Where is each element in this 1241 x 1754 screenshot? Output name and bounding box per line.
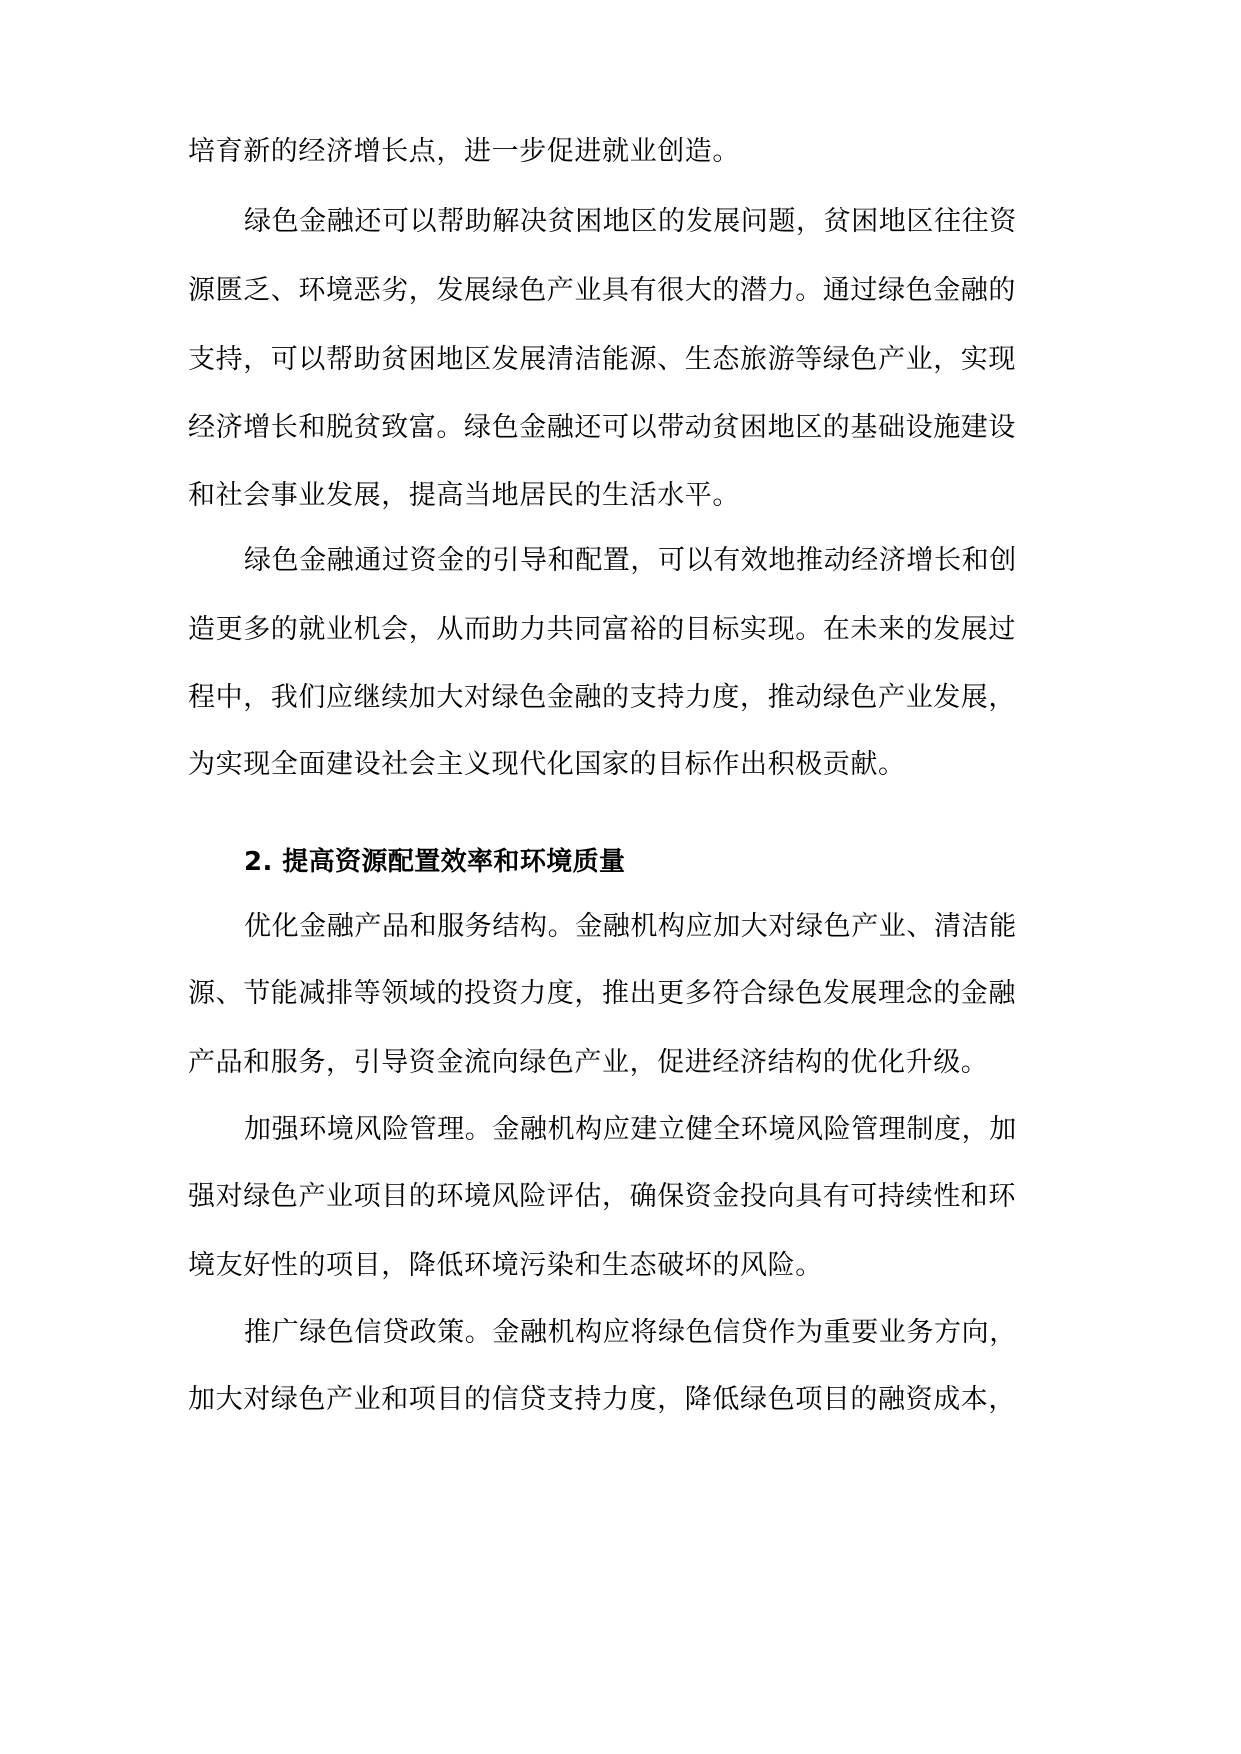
paragraph-5-line-2: 强对绿色产业项目的环境风险评估，确保资金投向具有可持续性和环: [188, 1181, 1016, 1212]
paragraph-4-line-3: 产品和服务，引导资金流向绿色产业，促进经济结构的优化升级。: [188, 1047, 989, 1078]
paragraph-3-line-1: 绿色金融通过资金的引导和配置，可以有效地推动经济增长和创: [244, 545, 1017, 576]
paragraph-5-line-1: 加强环境风险管理。金融机构应建立健全环境风险管理制度，加: [244, 1114, 1017, 1145]
paragraph-2-line-2: 源匮乏、环境恶劣，发展绿色产业具有很大的潜力。通过绿色金融的: [188, 275, 1016, 306]
paragraph-2-line-5: 和社会事业发展，提高当地居民的生活水平。: [188, 480, 740, 511]
section-heading: 2. 提高资源配置效率和环境质量: [244, 847, 626, 877]
paragraph-1-line-1: 培育新的经济增长点，进一步促进就业创造。: [188, 136, 740, 167]
paragraph-6-line-1: 推广绿色信贷政策。金融机构应将绿色信贷作为重要业务方向，: [244, 1317, 1017, 1348]
paragraph-3-line-4: 为实现全面建设社会主义现代化国家的目标作出积极贡献。: [188, 749, 906, 780]
paragraph-4-line-2: 源、节能减排等领域的投资力度，推出更多符合绿色发展理念的金融: [188, 978, 1016, 1009]
paragraph-6-line-2: 加大对绿色产业和项目的信贷支持力度，降低绿色项目的融资成本，: [188, 1384, 1016, 1415]
paragraph-2-line-4: 经济增长和脱贫致富。绿色金融还可以带动贫困地区的基础设施建设: [188, 412, 1016, 443]
paragraph-3-line-3: 程中，我们应继续加大对绿色金融的支持力度，推动绿色产业发展，: [188, 682, 1016, 713]
paragraph-4-line-1: 优化金融产品和服务结构。金融机构应加大对绿色产业、清洁能: [244, 911, 1017, 942]
paragraph-3-line-2: 造更多的就业机会，从而助力共同富裕的目标实现。在未来的发展过: [188, 614, 1016, 645]
paragraph-2-line-3: 支持，可以帮助贫困地区发展清洁能源、生态旅游等绿色产业，实现: [188, 344, 1016, 375]
paragraph-2-line-1: 绿色金融还可以帮助解决贫困地区的发展问题，贫困地区往往资: [244, 206, 1017, 237]
paragraph-5-line-3: 境友好性的项目，降低环境污染和生态破坏的风险。: [188, 1250, 823, 1281]
